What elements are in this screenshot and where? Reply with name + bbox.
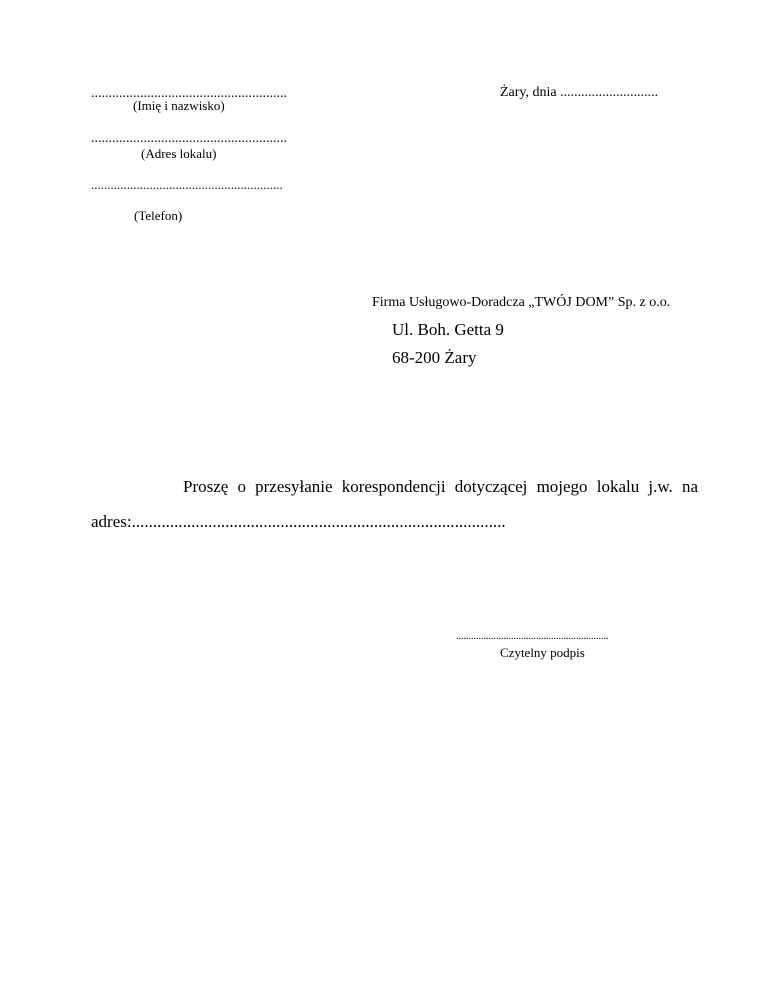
address-dotted-line: ........................................................ <box>91 131 287 146</box>
name-label: (Imię i nazwisko) <box>133 98 225 113</box>
request-paragraph-line-2: adres:........................................................................................ <box>91 512 506 531</box>
request-paragraph-line-1 <box>183 478 698 495</box>
request-word: Proszę <box>183 477 229 496</box>
request-word: dotyczącej <box>454 477 528 496</box>
address-label: (Adres lokalu) <box>141 146 217 161</box>
name-dotted-line: ........................................................ <box>91 86 287 101</box>
request-word: o <box>237 477 246 496</box>
request-word: przesyłanie <box>255 477 333 496</box>
request-word: na <box>681 477 698 496</box>
phone-label: (Telefon) <box>134 208 183 223</box>
place-date-line: Żary, dnia ............................ <box>500 85 659 100</box>
signature-label: Czytelny podpis <box>500 645 585 660</box>
request-word: mojego <box>536 477 588 496</box>
request-word: j.w. <box>648 477 673 496</box>
recipient-city: 68-200 Żary <box>392 348 477 367</box>
recipient-firm-name: Firma Usługowo-Doradcza „TWÓJ DOM” Sp. z o.o. <box>372 295 671 310</box>
request-word: lokalu <box>596 477 640 496</box>
phone-dotted-line: ........................................................... <box>91 177 283 192</box>
signature-dotted-line: ............................................................. <box>456 631 609 642</box>
recipient-street: Ul. Boh. Getta 9 <box>392 320 504 339</box>
request-word: korespondencji <box>341 477 446 496</box>
